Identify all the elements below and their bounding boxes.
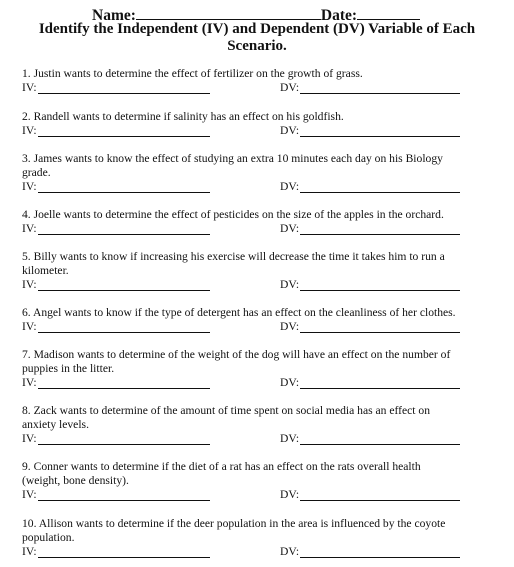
question-text: 5. Billy wants to know if increasing his exercise will decrease the time it takes him to run a bbox=[22, 250, 445, 263]
title-line-1: Identify the Independent (IV) and Dependent (DV) Variable of Each bbox=[38, 21, 476, 37]
iv-label: IV: bbox=[22, 488, 37, 501]
iv-answer-blank[interactable] bbox=[38, 192, 210, 193]
dv-label: DV: bbox=[280, 81, 300, 94]
iv-label: IV: bbox=[22, 545, 37, 558]
question-text-cont: (weight, bone density). bbox=[22, 474, 129, 487]
answer-row bbox=[22, 432, 492, 446]
iv-label: IV: bbox=[22, 222, 37, 235]
question-text-cont: puppies in the litter. bbox=[22, 362, 115, 375]
dv-answer-blank[interactable] bbox=[300, 444, 460, 445]
question-1 bbox=[22, 67, 492, 95]
dv-label: DV: bbox=[280, 222, 300, 235]
iv-label: IV: bbox=[22, 124, 37, 137]
dv-label: DV: bbox=[280, 376, 300, 389]
iv-label: IV: bbox=[22, 432, 37, 445]
worksheet-title bbox=[30, 21, 484, 55]
question-text: 1. Justin wants to determine the effect of fertilizer on the growth of grass. bbox=[22, 67, 363, 80]
dv-label: DV: bbox=[280, 180, 300, 193]
question-text: 7. Madison wants to determine of the weight of the dog will have an effect on the number of bbox=[22, 348, 451, 361]
question-7 bbox=[22, 348, 492, 390]
dv-label: DV: bbox=[280, 488, 300, 501]
iv-answer-blank[interactable] bbox=[38, 290, 210, 291]
answer-row bbox=[22, 180, 492, 194]
question-9 bbox=[22, 460, 492, 502]
question-text: 3. James wants to know the effect of studying an extra 10 minutes each day on his Biology bbox=[22, 152, 443, 165]
question-5 bbox=[22, 250, 492, 292]
iv-answer-blank[interactable] bbox=[38, 234, 210, 235]
dv-answer-blank[interactable] bbox=[300, 93, 460, 94]
dv-label: DV: bbox=[280, 320, 300, 333]
answer-row bbox=[22, 488, 492, 502]
dv-answer-blank[interactable] bbox=[300, 332, 460, 333]
question-text: 10. Allison wants to determine if the deer population in the area is influenced by the coyote bbox=[22, 517, 446, 530]
answer-row bbox=[22, 278, 492, 292]
iv-answer-blank[interactable] bbox=[38, 388, 210, 389]
dv-label: DV: bbox=[280, 545, 300, 558]
dv-answer-blank[interactable] bbox=[300, 500, 460, 501]
answer-row bbox=[22, 376, 492, 390]
iv-answer-blank[interactable] bbox=[38, 444, 210, 445]
question-2 bbox=[22, 110, 492, 138]
iv-answer-blank[interactable] bbox=[38, 557, 210, 558]
answer-row bbox=[22, 222, 492, 236]
dv-label: DV: bbox=[280, 124, 300, 137]
question-8 bbox=[22, 404, 492, 446]
dv-answer-blank[interactable] bbox=[300, 557, 460, 558]
name-label: Name: bbox=[92, 7, 136, 24]
iv-label: IV: bbox=[22, 376, 37, 389]
question-text: 9. Conner wants to determine if the diet of a rat has an effect on the rats overall health bbox=[22, 460, 421, 473]
dv-answer-blank[interactable] bbox=[300, 234, 460, 235]
title-line-2: Scenario. bbox=[227, 38, 287, 54]
iv-answer-blank[interactable] bbox=[38, 500, 210, 501]
answer-row bbox=[22, 81, 492, 95]
iv-answer-blank[interactable] bbox=[38, 136, 210, 137]
dv-answer-blank[interactable] bbox=[300, 136, 460, 137]
question-text: 6. Angel wants to know if the type of detergent has an effect on the cleanliness of her clothes. bbox=[22, 306, 456, 319]
question-text-cont: kilometer. bbox=[22, 264, 69, 277]
answer-row bbox=[22, 320, 492, 334]
question-text-cont: grade. bbox=[22, 166, 51, 179]
dv-label: DV: bbox=[280, 432, 300, 445]
question-3 bbox=[22, 152, 492, 194]
answer-row bbox=[22, 124, 492, 138]
iv-label: IV: bbox=[22, 320, 37, 333]
question-text-cont: anxiety levels. bbox=[22, 418, 89, 431]
question-4 bbox=[22, 208, 492, 236]
question-10 bbox=[22, 517, 492, 559]
dv-answer-blank[interactable] bbox=[300, 388, 460, 389]
iv-answer-blank[interactable] bbox=[38, 332, 210, 333]
question-6 bbox=[22, 306, 492, 334]
date-blank[interactable] bbox=[357, 5, 420, 20]
question-text: 8. Zack wants to determine of the amount of time spent on social media has an effect on bbox=[22, 404, 431, 417]
iv-label: IV: bbox=[22, 81, 37, 94]
answer-row bbox=[22, 545, 492, 559]
dv-label: DV: bbox=[280, 278, 300, 291]
iv-label: IV: bbox=[22, 180, 37, 193]
dv-answer-blank[interactable] bbox=[300, 290, 460, 291]
question-text: 2. Randell wants to determine if salinity has an effect on his goldfish. bbox=[22, 110, 344, 123]
iv-answer-blank[interactable] bbox=[38, 93, 210, 94]
dv-answer-blank[interactable] bbox=[300, 192, 460, 193]
name-blank[interactable] bbox=[136, 5, 321, 20]
iv-label: IV: bbox=[22, 278, 37, 291]
question-text: 4. Joelle wants to determine the effect of pesticides on the size of the apples in the orchard. bbox=[22, 208, 444, 221]
question-text-cont: population. bbox=[22, 531, 75, 544]
date-label: Date: bbox=[320, 7, 358, 24]
